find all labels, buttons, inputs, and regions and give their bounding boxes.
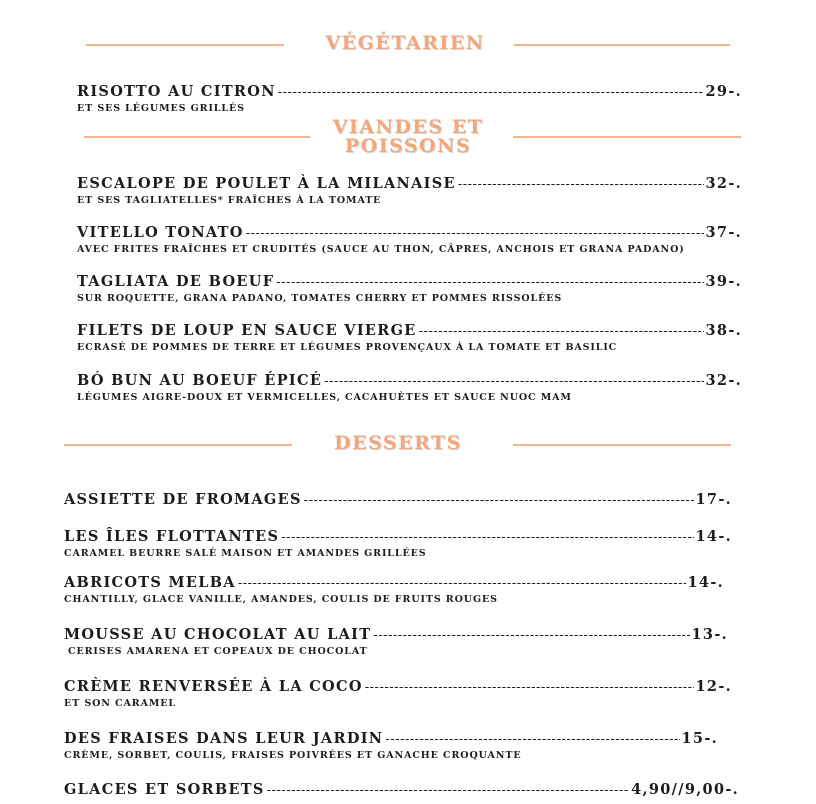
- dotted-leader: [458, 176, 704, 194]
- item-price: 14-.: [687, 574, 724, 591]
- item-description: CHANTILLY, GLACE VANILLE, AMANDES, COULIS DE FRUITS ROUGES: [64, 594, 498, 605]
- dotted-leader: [324, 373, 703, 391]
- item-price: 12-.: [695, 678, 732, 695]
- menu-item: [77, 372, 742, 404]
- item-price: 32-.: [705, 372, 742, 389]
- dotted-leader: [373, 627, 689, 645]
- item-name: MOUSSE AU CHOCOLAT AU LAIT: [64, 626, 372, 643]
- item-description: ECRASÉ DE POMMES DE TERRE ET LÉGUMES PROVENÇAUX À LA TOMATE ET BASILIC: [77, 342, 618, 353]
- menu-item: [64, 626, 728, 658]
- section-title: DESSERTS: [334, 432, 462, 454]
- menu-item: [64, 678, 732, 710]
- item-price: 17-.: [695, 491, 732, 508]
- divider-left: [64, 444, 292, 446]
- menu-item: [77, 83, 742, 115]
- dotted-leader: [304, 492, 694, 510]
- menu-item: [64, 730, 718, 762]
- item-name: ESCALOPE DE POULET À LA MILANAISE: [77, 175, 456, 192]
- dotted-leader: [267, 782, 629, 800]
- menu-item: [77, 273, 742, 305]
- item-price: 13-.: [691, 626, 728, 643]
- item-price: 38-.: [705, 322, 742, 339]
- item-name: RISOTTO AU CITRON: [77, 83, 276, 100]
- item-price: 32-.: [705, 175, 742, 192]
- section-header-desserts: [0, 431, 816, 491]
- section-title-line2: POISSONS: [344, 135, 472, 157]
- item-name: DES FRAISES DANS LEUR JARDIN: [64, 730, 384, 747]
- item-name: ABRICOTS MELBA: [64, 574, 236, 591]
- item-description: CRÈME, SORBET, COULIS, FRAISES POIVRÉES ET GANACHE CROQUANTE: [64, 750, 522, 761]
- section-header-viandes-poissons: [0, 116, 816, 176]
- item-price: 37-.: [705, 224, 742, 241]
- item-description: LÉGUMES AIGRE-DOUX ET VERMICELLES, CACAHUÈTES ET SAUCE NUOC MAM: [77, 392, 572, 403]
- item-name: ASSIETTE DE FROMAGES: [64, 491, 302, 508]
- item-price: 15-.: [681, 730, 718, 747]
- item-description: ET SON CARAMEL: [64, 698, 176, 709]
- divider-right: [514, 44, 730, 46]
- item-name: GLACES ET SORBETS: [64, 781, 265, 798]
- menu-item: [77, 175, 742, 207]
- dotted-leader: [419, 323, 704, 341]
- item-price: 14-.: [695, 528, 732, 545]
- section-title: VÉGÉTARIEN: [325, 32, 485, 54]
- divider-right: [513, 444, 731, 446]
- item-price: 4,90//9,00-.: [631, 781, 739, 798]
- menu-item: [64, 574, 724, 606]
- item-description: SUR ROQUETTE, GRANA PADANO, TOMATES CHERRY ET POMMES RISSOLÉES: [77, 293, 563, 304]
- item-name: CRÈME RENVERSÉE À LA COCO: [64, 678, 363, 695]
- divider-left: [86, 44, 284, 46]
- dotted-leader: [281, 529, 693, 547]
- item-description: CERISES AMARENA ET COPEAUX DE CHOCOLAT: [68, 646, 368, 657]
- divider-left: [84, 136, 310, 138]
- item-name: VITELLO TONATO: [77, 224, 244, 241]
- item-description: AVEC FRITES FRAÎCHES ET CRUDITÉS (SAUCE AU THON, CÂPRES, ANCHOIS ET GRANA PADANO): [77, 244, 685, 255]
- item-name: FILETS DE LOUP EN SAUCE VIERGE: [77, 322, 417, 339]
- item-description: ET SES LÉGUMES GRILLÉS: [77, 103, 245, 114]
- item-name: LES ÎLES FLOTTANTES: [64, 528, 280, 545]
- menu-item: [77, 224, 742, 256]
- menu-item: [64, 491, 732, 510]
- item-price: 39-.: [705, 273, 742, 290]
- dotted-leader: [276, 274, 703, 292]
- item-description: ET SES TAGLIATELLES* FRAÎCHES À LA TOMATE: [77, 195, 382, 206]
- dotted-leader: [246, 225, 704, 243]
- section-title-line1: VIANDES ET: [332, 116, 484, 138]
- section-header-vegetarien: [0, 30, 816, 90]
- dotted-leader: [385, 731, 679, 749]
- menu-item: [64, 781, 739, 800]
- item-description: CARAMEL BEURRE SALÉ MAISON ET AMANDES GRILLÉES: [64, 548, 427, 559]
- menu-item: [64, 528, 732, 560]
- item-name: BÓ BUN AU BOEUF ÉPICÉ: [77, 372, 323, 389]
- divider-right: [513, 136, 741, 138]
- item-name: TAGLIATA DE BOEUF: [77, 273, 275, 290]
- item-price: 29-.: [705, 83, 742, 100]
- menu-item: [77, 322, 742, 354]
- dotted-leader: [365, 679, 694, 697]
- dotted-leader: [238, 575, 686, 593]
- dotted-leader: [278, 84, 704, 102]
